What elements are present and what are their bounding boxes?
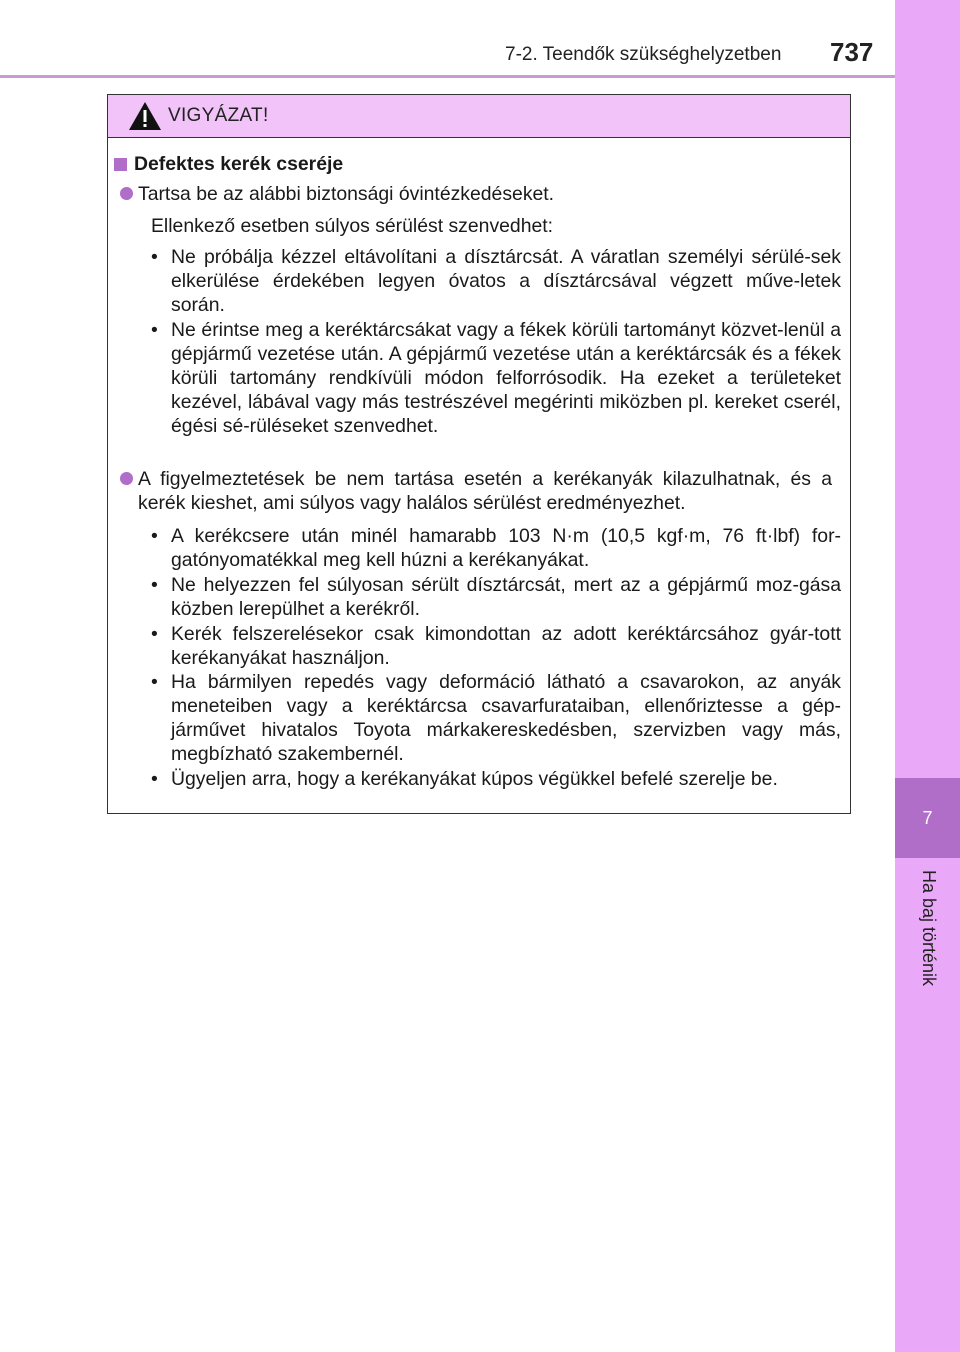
bullet-mark: • bbox=[151, 319, 158, 341]
bullet-item bbox=[151, 622, 841, 670]
bullet-text: Ha bármilyen repedés vagy deformáció látható a csavarokon, az anyák meneteiben vagy a keréktárcsa csavarfurataiban, ellenőriztesse a gép-járművet hivatalos Toyota márkakereskedésben, szervizben vagy más, megbízható szakembernél. bbox=[171, 671, 841, 765]
bullet-text: Ügyeljen arra, hogy a kerékanyákat kúpos végükkel befelé szerelje be. bbox=[171, 768, 778, 790]
bullet-text: Ne érintse meg a keréktárcsákat vagy a fékek körüli tartományt közvet-lenül a gépjármű vezetése után. A gépjármű vezetése után a keréktárcsák és a fékek körüli tartomány rendkívüli módon felforrósodik. Ha ezeket a területeket kezével, lábával vagy más testrészével megérinti miközben pl. kereket cserél, égési sé-rüléseket szenvedhet. bbox=[171, 319, 841, 437]
warning-box bbox=[107, 94, 851, 814]
square-bullet-icon bbox=[114, 158, 127, 171]
bullet-mark: • bbox=[151, 768, 158, 790]
section-title: 7-2. Teendők szükséghelyzetben bbox=[505, 44, 782, 65]
warning-header bbox=[108, 95, 850, 138]
heading-text: Defektes kerék cseréje bbox=[134, 153, 344, 175]
side-tab bbox=[895, 0, 960, 1352]
header-rule bbox=[0, 75, 895, 78]
page-number: 737 bbox=[830, 37, 874, 67]
bullet-mark: • bbox=[151, 671, 158, 693]
bullet-mark: • bbox=[151, 574, 158, 596]
bullet-text: A kerékcsere után minél hamarabb 103 N·m (10,5 kgf·m, 76 ft·lbf) for-gatónyomatékkal meg kell húzni a kerékanyákat. bbox=[171, 525, 841, 571]
bullet-text: Ne próbálja kézzel eltávolítani a dísztárcsát. A váratlan személyi sérülé-sek elkerülése érdekében legyen óvatos a dísztárcsával végzett műve-letek során. bbox=[171, 246, 841, 316]
bullet-item bbox=[151, 245, 841, 317]
bullet-text: Kerék felszerelésekor csak kimondottan az adott keréktárcsához gyár-tott kerékanyákat használjon. bbox=[171, 623, 841, 669]
warning-title: VIGYÁZAT! bbox=[168, 105, 269, 126]
point-item bbox=[120, 182, 832, 206]
bullet-item bbox=[151, 767, 841, 791]
chapter-number[interactable]: 7 bbox=[895, 778, 960, 858]
bullet-item bbox=[151, 670, 841, 766]
bullet-mark: • bbox=[151, 623, 158, 645]
warning-triangle-icon bbox=[128, 101, 162, 131]
bullet-item bbox=[151, 524, 841, 572]
bullet-mark: • bbox=[151, 246, 158, 268]
dot-bullet-icon bbox=[120, 472, 133, 485]
bullet-item bbox=[151, 318, 841, 438]
section-heading bbox=[114, 152, 343, 176]
bullet-mark: • bbox=[151, 525, 158, 547]
dot-bullet-icon bbox=[120, 187, 133, 200]
bullet-text: Ne helyezzen fel súlyosan sérült dísztárcsát, mert az a gépjármű moz-gása közben lerepülhet a kerékről. bbox=[171, 574, 841, 620]
bullet-item bbox=[151, 573, 841, 621]
point-item bbox=[120, 467, 832, 515]
point-text: Tartsa be az alábbi biztonsági óvintézkedéseket. bbox=[138, 183, 555, 205]
point-subtext: Ellenkező esetben súlyos sérülést szenvedhet: bbox=[151, 215, 554, 237]
chapter-label: Ha baj történik bbox=[919, 870, 939, 987]
point-text: A figyelmeztetések be nem tartása esetén a kerékanyák kilazulhatnak, és a kerék kieshet, ami súlyos vagy halálos sérülést eredményezhet. bbox=[138, 468, 832, 514]
